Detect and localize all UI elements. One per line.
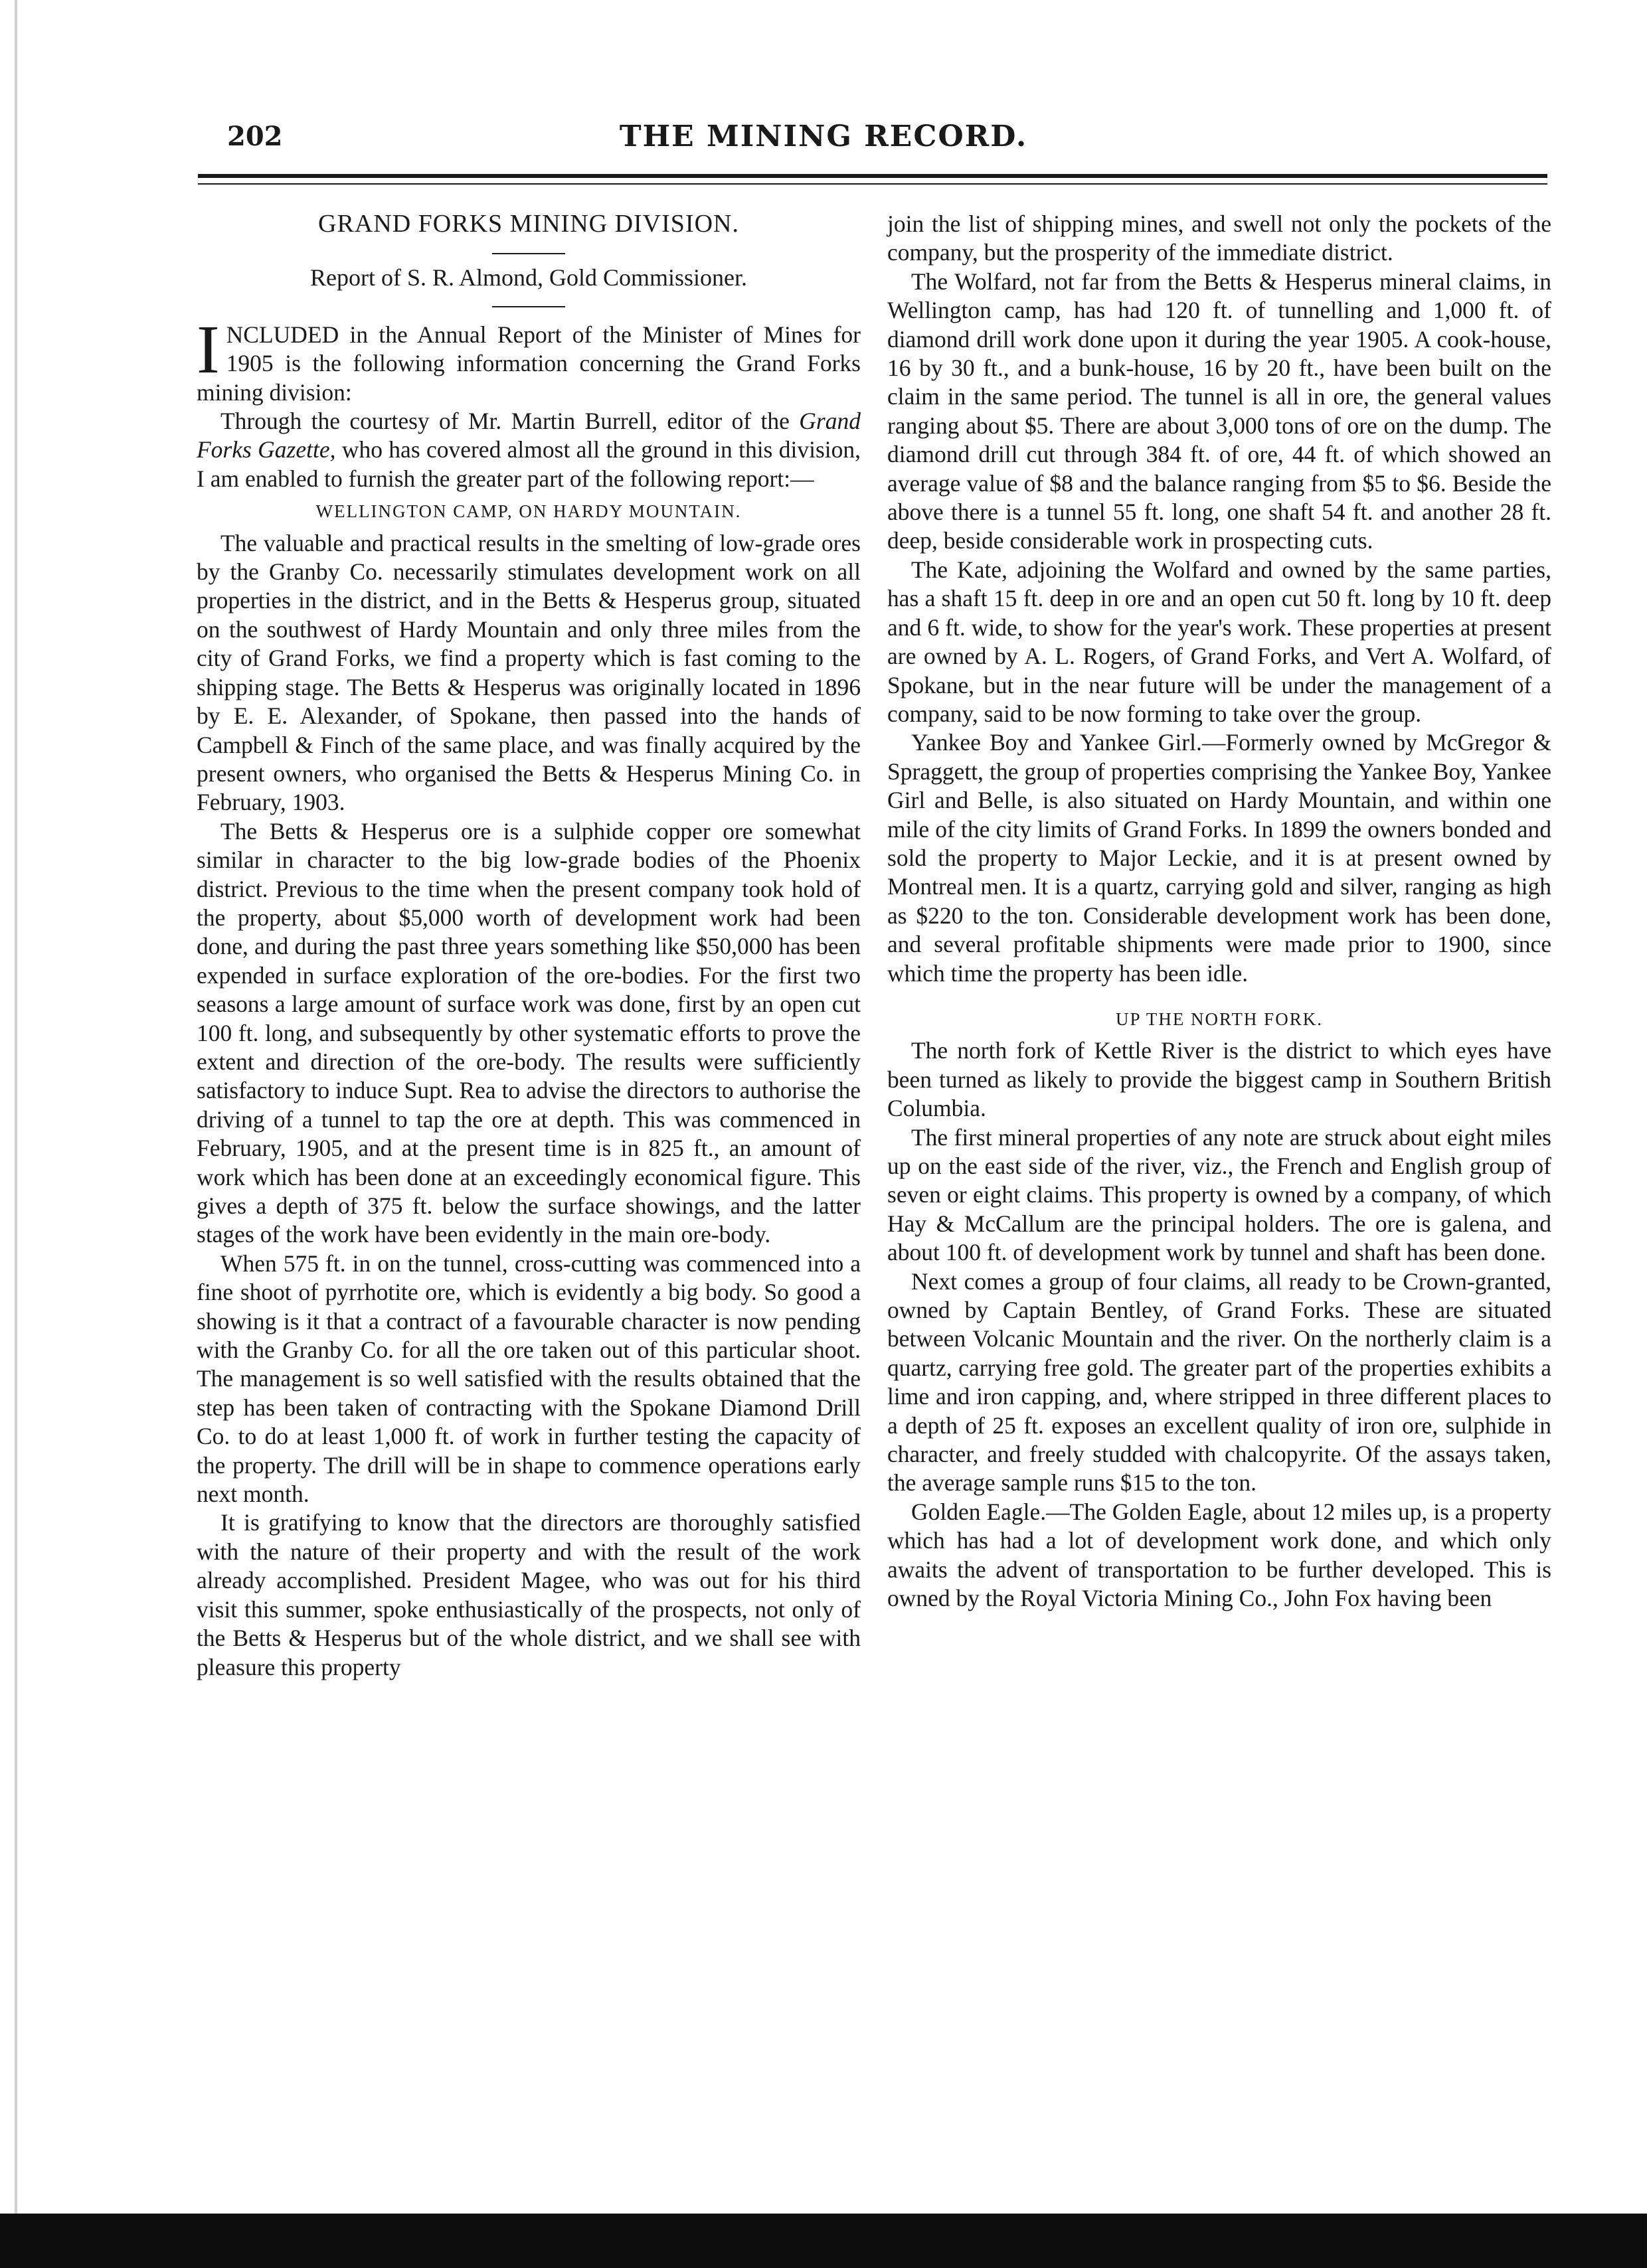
paragraph-wolfard: The Wolfard, not far from the Betts & Hesperus mineral claims, in Wellington camp, has had 120 ft. of tunnelling and 1,000 ft. of diamond drill work done upon it during the year 1905. A cook-house, 16 by 30 ft., and a bunk-house, 16 by 20 ft., have been built on the claim in the same period. The tunnel is all in ore, the general values ranging about $5. There are about 3,000 tons of ore on the dump. The diamond drill cut through 384 ft. of ore, 44 ft. of which showed an average value of $8 and the balance ranging from $5 to $6. Beside the above there is a tunnel 55 ft. long, one shaft 54 ft. and another 28 ft. deep, beside considerable work in prospecting cuts. — [887, 268, 1551, 554]
article-title: GRAND FORKS MINING DIVISION. — [318, 210, 739, 238]
left-column — [197, 210, 861, 1682]
paragraph-first-mineral: The first mineral properties of any note are struck about eight miles up on the east side of the river, viz., the French and English group of seven or eight claims. This property is owned by a company, of which Hay & McCallum are the principal holders. The ore is galena, and about 100 ft. of development work by tunnel and shaft has been done. — [887, 1123, 1551, 1266]
courtesy-paragraph — [197, 407, 861, 493]
paragraph-tunnel-575: When 575 ft. in on the tunnel, cross-cutting was commenced into a fine shoot of pyrrhotite ore, which is evidently a big body. So good a showing is it that a contract of a favourable character is now pending with the Granby Co. for all the ore taken out of this particular shoot. The management is so well satisfied with the results obtained that the step has been taken of contracting with the Spokane Diamond Drill Co. to do at least 1,000 ft. of work in further testing the capacity of the property. The drill will be in shape to commence operations early next month. — [197, 1250, 861, 1508]
gazette-name: Grand Forks Gazette, — [197, 408, 861, 463]
paragraph-golden-eagle: Golden Eagle.—The Golden Eagle, about 12 miles up, is a property which has had a lot of development work done, and which only awaits the advent of transportation to be further developed. This is owned by the Royal Victoria Mining Co., John Fox having been — [887, 1498, 1551, 1612]
scan-margin-line — [15, 0, 17, 2268]
drop-cap: I — [197, 311, 220, 388]
article-byline: Report of S. R. Almond, Gold Commissioner. — [309, 264, 748, 291]
paragraph-north-fork: The north fork of Kettle River is the district to which eyes have been turned as likely to provide the biggest camp in Southern British Columbia. — [887, 1037, 1551, 1122]
title-rule — [492, 253, 565, 254]
journal-title: THE MINING RECORD. — [619, 120, 1028, 153]
courtesy-text-1: Through the courtesy of Mr. Martin Burrell, editor of the — [220, 408, 800, 435]
page-number: 202 — [227, 121, 283, 152]
right-column — [887, 210, 1551, 1613]
header-rule-thin — [198, 183, 1547, 185]
paragraph-yankee-boy: Yankee Boy and Yankee Girl.—Formerly owned by McGregor & Spraggett, the group of properties comprising the Yankee Boy, Yankee Girl and Belle, is also situated on Hardy Mountain, and within one mile of the city limits of Grand Forks. In 1899 the owners bonded and sold the property to Major Leckie, and it is at present owned by Montreal men. It is a quartz, carrying gold and silver, ranging as high as $220 to the ton. Considerable development work has been done, and several profitable shipments were made prior to 1900, since which time the property has been idle. — [887, 729, 1551, 987]
courtesy-text-2: who has covered almost all the ground in this division, I am enabled to furnish the greater part of the following report:— — [197, 436, 861, 492]
byline-rule — [492, 306, 565, 307]
paragraph-next-group: Next comes a group of four claims, all ready to be Crown-granted, owned by Captain Bentley, of Grand Forks. These are situated between Volcanic Mountain and the river. On the northerly claim is a quartz, carrying free gold. The greater part of the properties exhibits a lime and iron capping, and, where stripped in three different places to a depth of 25 ft. exposes an excellent quality of iron ore, sulphide in character, and freely studded with chalcopyrite. Of the assays taken, the average sample runs $15 to the ton. — [887, 1267, 1551, 1497]
paragraph-valuable-results: The valuable and practical results in the smelting of low-grade ores by the Granby Co. necessarily stimulates development work on all properties in the district, and in the Betts & Hesperus group, situated on the southwest of Hardy Mountain and only three miles from the city of Grand Forks, we find a property which is fast coming to the shipping stage. The Betts & Hesperus was originally located in 1896 by E. E. Alexander, of Spokane, then passed into the hands of Campbell & Finch of the same place, and was finally acquired by the present owners, who organised the Betts & Hesperus Mining Co. in February, 1903. — [197, 529, 861, 816]
intro-text: NCLUDED in the Annual Report of the Minister of Mines for 1905 is the following information concerning the Grand Forks mining division: — [197, 321, 861, 406]
subhead-north-fork: UP THE NORTH FORK. — [1116, 1009, 1323, 1029]
paragraph-kate: The Kate, adjoining the Wolfard and owned by the same parties, has a shaft 15 ft. deep in ore and an open cut 50 ft. long by 10 ft. deep and 6 ft. wide, to show for the year's work. These properties at present are owned by A. L. Rogers, of Grand Forks, and Vert A. Wolfard, of Spokane, but in the near future will be under the management of a company, said to be now forming to take over the group. — [887, 556, 1551, 727]
subhead-wellington-camp: WELLINGTON CAMP, ON HARDY MOUNTAIN. — [315, 501, 742, 522]
paragraph-join-list: join the list of shipping mines, and swell not only the pockets of the company, but the prosperity of the immediate district. — [887, 210, 1551, 266]
intro-paragraph — [197, 311, 861, 407]
paragraph-gratifying: It is gratifying to know that the directors are thoroughly satisfied with the nature of their property and with the result of the work already accomplished. President Magee, who was out for his third visit this summer, spoke enthusiastically of the prospects, not only of the Betts & Hesperus but of the whole district, and we shall see with pleasure this property — [197, 1509, 861, 1680]
header-rule-thick — [198, 174, 1547, 178]
scan-bottom-band — [0, 2214, 1647, 2268]
paragraph-sulphide-ore: The Betts & Hesperus ore is a sulphide copper ore somewhat similar in character to the big low-grade bodies of the Phoenix district. Previous to the time when the present company took hold of the property, about $5,000 worth of development work had been done, and during the past three years something like $50,000 has been expended in surface exploration of the ore-bodies. For the first two seasons a large amount of surface work was done, first by an open cut 100 ft. long, and subsequently by other systematic efforts to prove the extent and direction of the ore-body. The results were sufficiently satisfactory to induce Supt. Rea to advise the directors to authorise the driving of a tunnel to tap the ore at depth. This was commenced in February, 1905, and at the present time is in 825 ft., an amount of work which has been done at an exceedingly economical figure. This gives a depth of 375 ft. below the surface showings, and the latter stages of the work have been evidently in the main ore-body. — [197, 817, 861, 1248]
